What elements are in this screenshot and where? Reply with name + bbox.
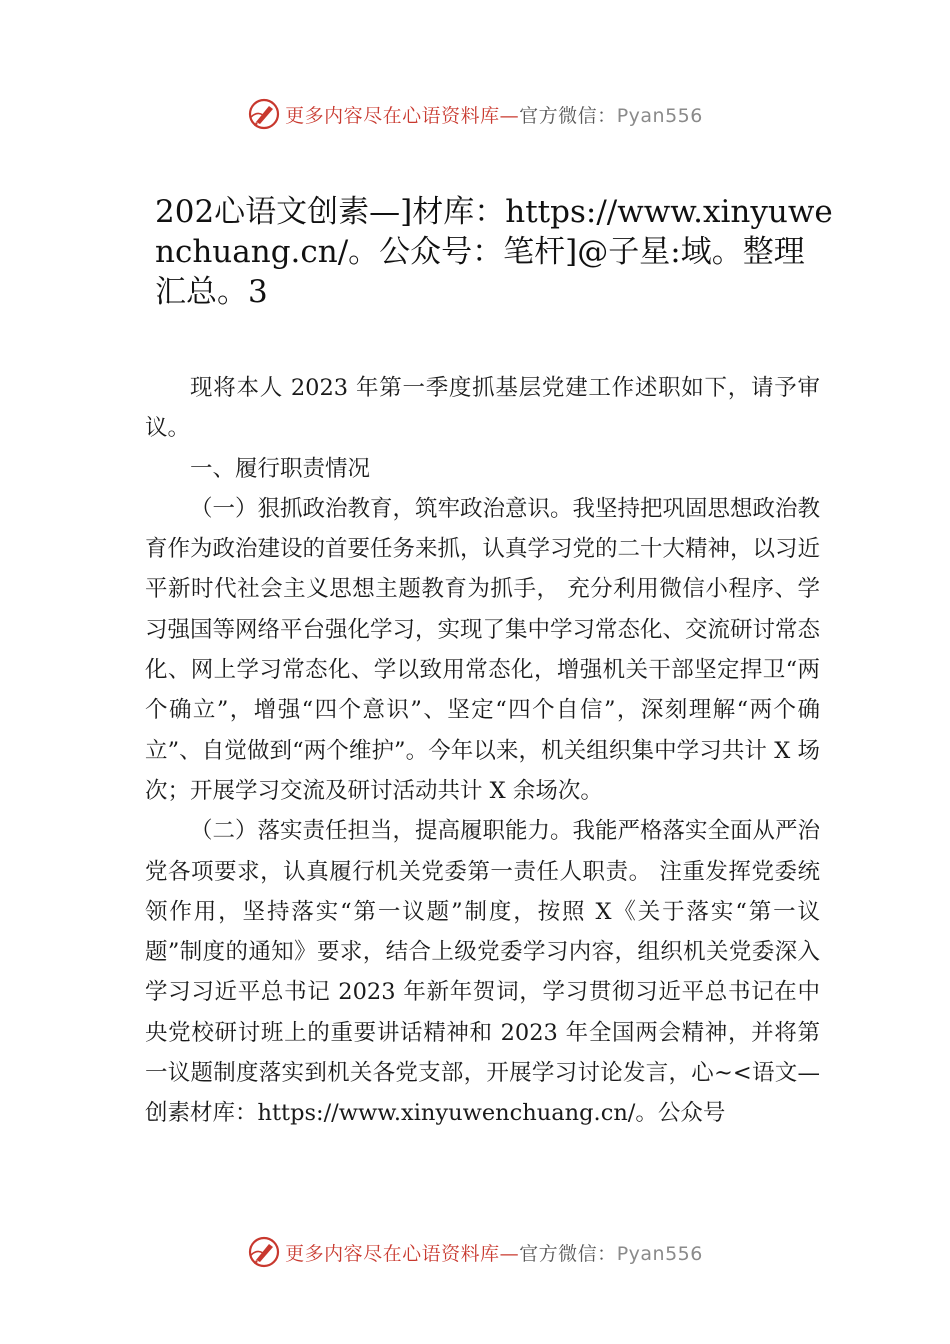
paragraph-intro: 现将本人 2023 年第一季度抓基层党建工作述职如下，请予审议。 <box>145 375 820 442</box>
document-body <box>145 368 820 1134</box>
footer-banner <box>0 1230 950 1274</box>
banner-wechat-label: 官方微信： <box>519 104 617 127</box>
section-heading: 一、履行职责情况 <box>190 455 371 482</box>
banner-dash: — <box>499 104 520 127</box>
paragraph-political-education: （一）狠抓政治教育，筑牢政治意识。我坚持把巩固思想政治教育作为政治建设的首要任务来抓，认真学习党的二十大精神，以习近平新时代社会主义思想主题教育为抓手， 充分利用微信小程序、学习强国等网络平台强化学习，实现了集中学习常态化、交流研讨常态化、网上学习常态化、学以致用常态化，增强机关干部坚定捍卫“两个确立”，增强“四个意识”、坚定“四个自信”，深刻理解“两个确立”、自觉做到“两个维护”。今年以来，机关组织集中学习共计 X 场次；开展学习交流及研讨活动共计 X 余场次。 <box>145 495 821 804</box>
document-title: 202心语文创素—]材库：https://www.xinyuwenchuang.cn/。公众号：笔杆]@子星:域。整理汇总。3 <box>155 194 833 310</box>
banner-main-text: 更多内容尽在心语资料库 <box>285 1242 500 1265</box>
header-banner <box>0 92 950 136</box>
banner-wechat-label: 官方微信： <box>519 1242 617 1265</box>
pen-circle-logo-icon <box>247 97 281 131</box>
banner-text <box>285 101 703 128</box>
pen-circle-logo-icon <box>247 1235 281 1269</box>
banner-text <box>285 1239 703 1266</box>
paragraph-responsibility: （二）落实责任担当，提高履职能力。我能严格落实全面从严治党各项要求，认真履行机关党委第一责任人职责。 注重发挥党委统领作用，坚持落实“第一议题”制度，按照 X《关于落实“第一议题”制度的通知》要求，结合上级党委学习内容，组织机关党委深入学习习近平总书记 2023 年新年贺词，学习贯彻习近平总书记在中央党校研讨班上的重要讲话精神和 2023 年全国两会精神，并将第一议题制度落实到机关各党支部，开展学习讨论发言，心~<语文—创素材库：https://www.xinyuwenchuang.cn/。公众号 <box>145 818 821 1127</box>
banner-wechat-id: Pyan556 <box>616 1242 703 1265</box>
banner-main-text: 更多内容尽在心语资料库 <box>285 104 500 127</box>
banner-wechat-id: Pyan556 <box>616 104 703 127</box>
banner-dash: — <box>499 1242 520 1265</box>
